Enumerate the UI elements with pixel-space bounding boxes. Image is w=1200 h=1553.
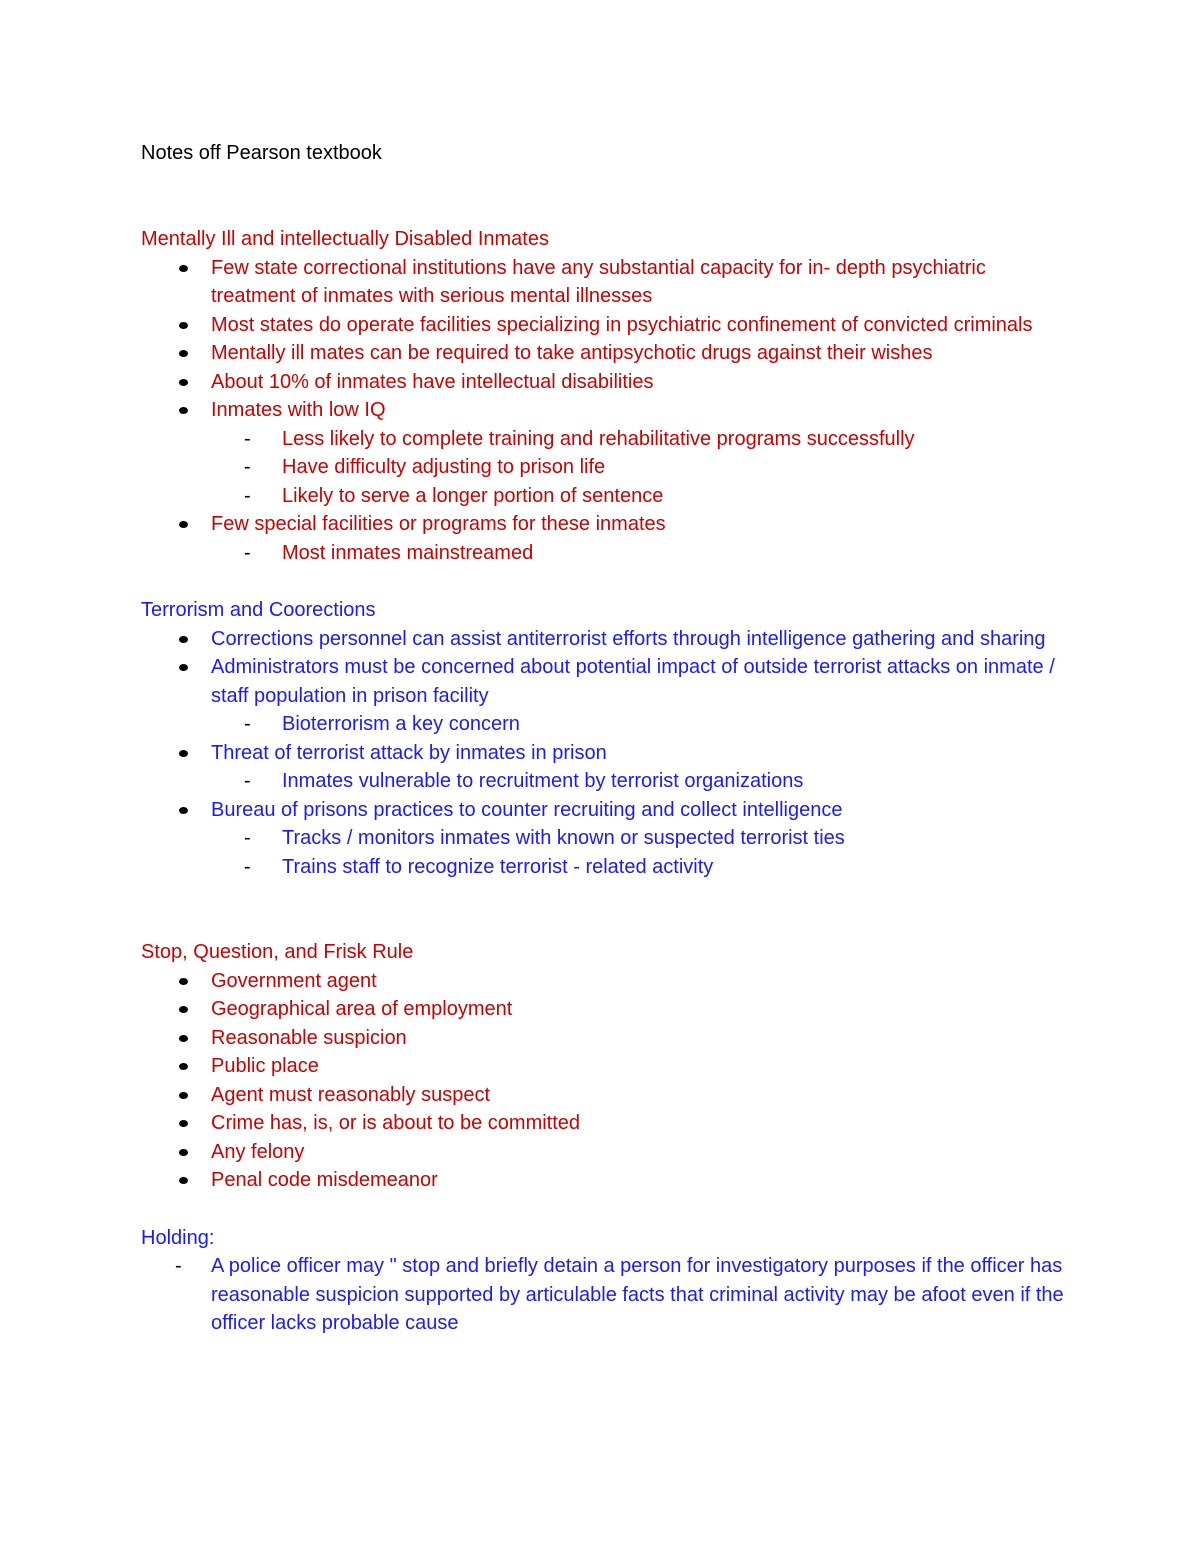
bullet-list <box>141 625 1071 882</box>
list-item-text: Few state correctional institutions have any substantial capacity for in- depth psychiatric treatment of inmates with serious mental illnesses <box>211 256 986 307</box>
dash-marker: - <box>244 855 251 878</box>
sub-list-item <box>141 482 1071 511</box>
sub-list <box>211 824 1071 881</box>
sub-list-item-text: Have difficulty adjusting to prison life <box>282 456 606 478</box>
list-item-text: Geographical area of employment <box>211 998 513 1020</box>
sub-list-item <box>141 539 1071 568</box>
spacer <box>141 567 1071 596</box>
list-item-text: A police officer may " stop and briefly detain a person for investigatory purposes if the officer has reasonable suspicion supported by articulable facts that criminal activity may be afoot even if the officer lacks probable cause <box>211 1255 1064 1334</box>
bullet-list <box>141 254 1071 568</box>
sub-list <box>211 539 1071 568</box>
sub-list-item-text: Most inmates mainstreamed <box>282 541 534 564</box>
sub-list-item-text: Trains staff to recognize terrorist - related activity <box>282 855 714 878</box>
bullet-list <box>141 967 1071 1195</box>
document-title: Notes off Pearson textbook <box>141 142 382 164</box>
bullet-icon <box>179 379 188 386</box>
sub-list-item-text: Bioterrorism a key concern <box>282 713 520 735</box>
list-item <box>141 653 1071 739</box>
list-item-text: Public place <box>211 1055 319 1077</box>
document-body <box>141 139 1071 1338</box>
section-heading-stop-frisk: Stop, Question, and Frisk Rule <box>141 941 414 963</box>
sub-list-item-text: Inmates vulnerable to recruitment by terrorist organizations <box>282 770 804 792</box>
dash-marker: - <box>244 427 251 450</box>
bullet-icon <box>179 750 188 757</box>
list-item-text: Inmates with low IQ <box>211 399 386 421</box>
list-item <box>141 995 1071 1024</box>
bullet-icon <box>179 807 188 814</box>
bullet-icon <box>179 407 188 414</box>
list-item-text: Administrators must be concerned about potential impact of outside terrorist attacks on inmate / staff population in prison facility <box>211 656 1055 707</box>
sub-list-item-text: Likely to serve a longer portion of sentence <box>282 484 664 507</box>
list-item-text: Threat of terrorist attack by inmates in prison <box>211 741 607 764</box>
spacer <box>141 1195 1071 1224</box>
list-item-text: Government agent <box>211 969 377 992</box>
dash-marker: - <box>244 456 251 478</box>
sub-list-item-text: Tracks / monitors inmates with known or suspected terrorist ties <box>282 827 845 849</box>
list-item-text: Agent must reasonably suspect <box>211 1083 491 1106</box>
dash-marker: - <box>244 713 251 735</box>
bullet-icon <box>179 1035 188 1042</box>
bullet-icon <box>179 978 188 985</box>
dash-marker: - <box>244 770 251 792</box>
list-item <box>141 339 1071 368</box>
bullet-icon <box>179 1120 188 1127</box>
section-holding <box>141 1224 1071 1338</box>
dash-marker: - <box>175 1255 182 1277</box>
sub-list-item <box>141 767 1071 796</box>
spacer <box>141 881 1071 938</box>
list-item-text: Penal code misdemeanor <box>211 1169 438 1191</box>
dash-marker: - <box>244 484 251 507</box>
list-item <box>141 396 1071 510</box>
list-item-text: Few special facilities or programs for these inmates <box>211 513 666 535</box>
list-item <box>141 1252 1071 1338</box>
dash-marker: - <box>244 827 251 849</box>
list-item-text: Bureau of prisons practices to counter recruiting and collect intelligence <box>211 798 843 821</box>
bullet-icon <box>179 636 188 643</box>
section-stop-frisk <box>141 938 1071 1195</box>
sub-list-item <box>141 453 1071 482</box>
section-terrorism <box>141 596 1071 881</box>
list-item <box>141 510 1071 567</box>
sub-list-item <box>141 853 1071 882</box>
list-item <box>141 1024 1071 1053</box>
bullet-icon <box>179 1006 188 1013</box>
spacer <box>141 167 1071 225</box>
list-item <box>141 739 1071 796</box>
sub-list-item <box>141 425 1071 454</box>
dash-list <box>141 1252 1071 1338</box>
list-item-text: Corrections personnel can assist antiterrorist efforts through intelligence gathering and sharing <box>211 627 1046 650</box>
sub-list-item-text: Less likely to complete training and rehabilitative programs successfully <box>282 427 915 450</box>
section-mentally-ill <box>141 225 1071 567</box>
list-item <box>141 1109 1071 1138</box>
bullet-icon <box>179 350 188 357</box>
sub-list <box>211 767 1071 796</box>
bullet-icon <box>179 521 188 528</box>
sub-list-item <box>141 710 1071 739</box>
bullet-icon <box>179 664 188 671</box>
list-item-text: Reasonable suspicion <box>211 1026 407 1049</box>
bullet-icon <box>179 1092 188 1099</box>
list-item-text: Crime has, is, or is about to be committed <box>211 1112 581 1134</box>
bullet-icon <box>179 1149 188 1156</box>
bullet-icon <box>179 1177 188 1184</box>
bullet-icon <box>179 1063 188 1070</box>
list-item-text: About 10% of inmates have intellectual disabilities <box>211 370 654 393</box>
sub-list <box>211 710 1071 739</box>
bullet-icon <box>179 322 188 329</box>
list-item-text: Most states do operate facilities specializing in psychiatric confinement of convicted criminals <box>211 313 1033 336</box>
sub-list <box>211 425 1071 511</box>
list-item <box>141 254 1071 311</box>
section-heading-terrorism: Terrorism and Coorections <box>141 599 376 621</box>
section-heading-holding: Holding: <box>141 1226 215 1249</box>
list-item <box>141 1081 1071 1110</box>
list-item <box>141 1052 1071 1081</box>
list-item-text: Mentally ill mates can be required to take antipsychotic drugs against their wishes <box>211 342 933 364</box>
list-item-text: Any felony <box>211 1140 305 1163</box>
list-item <box>141 311 1071 340</box>
list-item <box>141 368 1071 397</box>
bullet-icon <box>179 265 188 272</box>
list-item <box>141 796 1071 882</box>
list-item <box>141 1138 1071 1167</box>
list-item <box>141 625 1071 654</box>
list-item <box>141 967 1071 996</box>
section-heading-mentally-ill: Mentally Ill and intellectually Disabled Inmates <box>141 228 549 250</box>
sub-list-item <box>141 824 1071 853</box>
dash-marker: - <box>244 541 251 564</box>
list-item <box>141 1166 1071 1195</box>
